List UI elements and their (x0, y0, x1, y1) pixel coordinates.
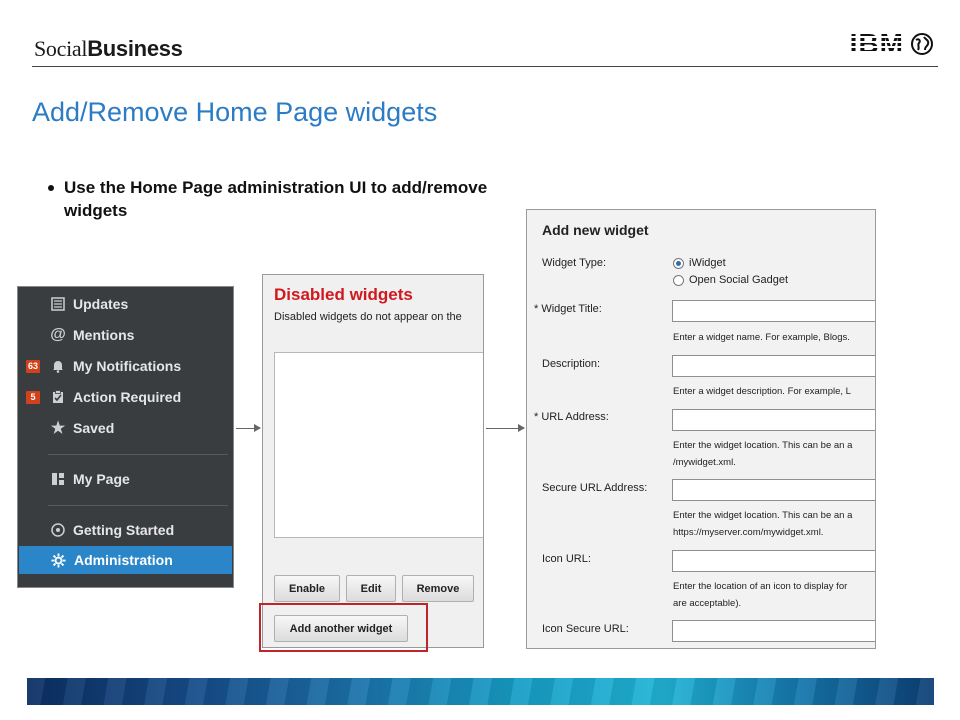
flow-arrow-2 (486, 428, 524, 429)
description-help: Enter a widget description. For example, L (673, 386, 851, 397)
widget-title-label: * Widget Title: (534, 303, 602, 315)
add-another-widget-button[interactable]: Add another widget (274, 615, 408, 642)
sidebar-item-label: Mentions (73, 327, 135, 343)
disabled-widgets-title: Disabled widgets (274, 285, 413, 304)
compass-icon (50, 522, 66, 538)
home-page-sidebar (17, 286, 234, 588)
sidebar-item-label: My Page (73, 471, 130, 487)
clipboard-check-icon (50, 389, 66, 405)
notification-count-badge: 63 (28, 360, 39, 371)
secure-url-help-1: Enter the widget location. This can be an a (673, 510, 853, 521)
icon-url-input[interactable] (672, 550, 876, 572)
disabled-widgets-panel (262, 274, 484, 648)
url-address-help-1: Enter the widget location. This can be an a (673, 440, 853, 451)
radio-selected-icon (673, 258, 684, 269)
social-business-logo (34, 36, 183, 62)
sidebar-item-updates[interactable] (18, 290, 233, 318)
flow-arrow-1 (236, 428, 260, 429)
footer-banner (27, 678, 934, 705)
action-count-badge: 5 (26, 391, 40, 404)
ibm-logo (850, 28, 934, 60)
icon-secure-url-input[interactable] (672, 620, 876, 642)
globe-icon (910, 32, 934, 56)
secure-url-help-2: https://myserver.com/mywidget.xml. (673, 527, 824, 538)
sidebar-item-saved[interactable] (18, 414, 233, 442)
description-label: Description: (542, 358, 601, 370)
radio-open-social-gadget[interactable] (673, 274, 788, 286)
gear-icon (50, 552, 66, 568)
sidebar-divider (48, 505, 228, 506)
sidebar-item-getting-started[interactable] (18, 516, 233, 544)
slide-title: Add/Remove Home Page widgets (32, 97, 438, 127)
sidebar-item-label: Saved (73, 420, 115, 436)
radio-unselected-icon (673, 275, 684, 286)
radio-iwidget[interactable] (673, 257, 726, 269)
edit-button[interactable]: Edit (346, 575, 396, 602)
add-new-widget-panel (526, 209, 876, 649)
url-address-help-2: /mywidget.xml. (673, 457, 736, 468)
add-widget-highlight-box (259, 603, 428, 652)
secure-url-input[interactable] (672, 479, 876, 501)
description-input[interactable] (672, 355, 876, 377)
sidebar-item-administration[interactable] (19, 546, 232, 574)
sidebar-item-action-required[interactable] (18, 383, 233, 411)
enable-button[interactable]: Enable (274, 575, 340, 602)
radio-label: Open Social Gadget (689, 274, 789, 286)
bullet-point (48, 176, 488, 222)
radio-label: iWidget (689, 257, 726, 269)
bell-icon (50, 358, 66, 374)
dashboard-icon (50, 471, 66, 487)
brand-business: Business (87, 36, 183, 61)
widget-title-help: Enter a widget name. For example, Blogs. (673, 332, 850, 343)
updates-icon (50, 296, 66, 312)
brand-social: Social (34, 36, 88, 61)
sidebar-item-my-page[interactable] (18, 465, 233, 493)
add-widget-title: Add new widget (542, 222, 649, 238)
sidebar-item-label: Administration (74, 552, 173, 568)
url-address-label: * URL Address: (534, 411, 609, 423)
icon-url-label: Icon URL: (542, 553, 591, 565)
widget-type-label: Widget Type: (542, 257, 606, 269)
icon-secure-url-label: Icon Secure URL: (542, 623, 629, 635)
icon-url-help-1: Enter the location of an icon to display for (673, 581, 848, 592)
sidebar-item-label: Action Required (73, 389, 182, 405)
disabled-widgets-list[interactable] (274, 352, 484, 538)
sidebar-item-label: Getting Started (73, 522, 175, 538)
sidebar-item-label: My Notifications (73, 358, 182, 374)
widget-title-input[interactable] (672, 300, 876, 322)
ibm-logo-text: IBM (849, 28, 904, 59)
bullet-text: Use the Home Page administration UI to add/remove widgets (64, 178, 488, 220)
sidebar-divider (48, 454, 228, 455)
star-icon: ★ (50, 420, 66, 437)
disabled-widgets-description: Disabled widgets do not appear on the (274, 311, 462, 323)
secure-url-label: Secure URL Address: (542, 482, 648, 494)
icon-url-help-2: are acceptable). (673, 598, 742, 609)
bullet-dot-icon (48, 185, 54, 191)
url-address-input[interactable] (672, 409, 876, 431)
remove-button[interactable]: Remove (402, 575, 474, 602)
sidebar-item-mentions[interactable] (18, 321, 233, 349)
header-divider (32, 66, 938, 67)
at-icon: @ (50, 326, 66, 343)
sidebar-item-label: Updates (73, 296, 129, 312)
sidebar-item-my-notifications[interactable] (18, 352, 233, 380)
